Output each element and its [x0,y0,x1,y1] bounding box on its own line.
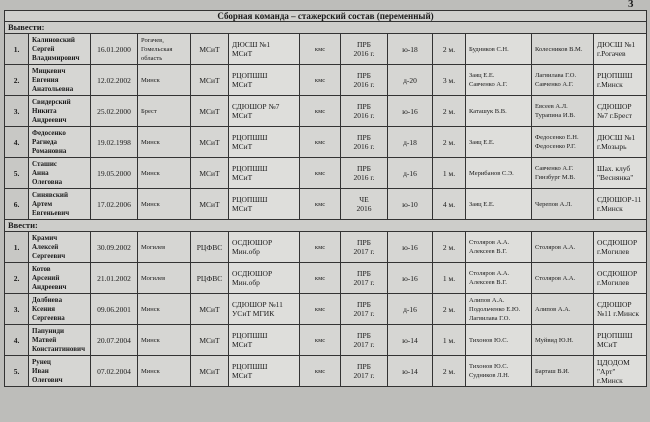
cell-num: 6. [5,189,29,220]
cell-dob: 20.07.2004 [91,325,138,356]
table-row [5,34,647,65]
cell-dob: 21.01.2002 [91,263,138,294]
cell-school: ДЮСШ №1 МСиТ [229,34,300,65]
cell-coach2: Муйвид Ю.Н. [532,325,594,356]
cell-dob: 07.02.2004 [91,356,138,387]
cell-place: 1 м. [433,263,466,294]
cell-rank: кмс [300,34,341,65]
table-row [5,356,647,387]
cell-school: РЦОПШШ МСиТ [229,127,300,158]
cell-num: 4. [5,127,29,158]
cell-name: Рунец Иван Олегович [29,356,91,387]
cell-coach2: Евсеев А.Л. Турапина И.В. [532,96,594,127]
section-label: Вывести: [5,22,647,34]
cell-dob: 19.05.2000 [91,158,138,189]
table-row [5,294,647,325]
cell-org: РЦФВС [191,263,229,294]
cell-coach1: Будников С.Н. [466,34,532,65]
cell-school: ОСДЮШОР Мин.обр [229,263,300,294]
cell-coach2: Колесников В.М. [532,34,594,65]
cell-name: Мицкевич Евгения Анатольевна [29,65,91,96]
cell-org: МСиТ [191,158,229,189]
cell-name: Калиновский Сергей Владимирович [29,34,91,65]
cell-dob: 12.02.2002 [91,65,138,96]
cell-city: Минск [138,127,191,158]
cell-event: ПРБ 2017 г. [341,263,388,294]
cell-num: 1. [5,34,29,65]
cell-city: Минск [138,189,191,220]
cell-rank: кмс [300,232,341,263]
table-row [5,189,647,220]
cell-group: ю-16 [388,96,433,127]
cell-name: Свидерский Никита Андреевич [29,96,91,127]
cell-place: 2 м. [433,232,466,263]
cell-dob: 25.02.2000 [91,96,138,127]
cell-coach2: Черепов А.Л. [532,189,594,220]
cell-name: Котов Арсений Андреевич [29,263,91,294]
cell-dob: 16.01.2000 [91,34,138,65]
table-row [5,158,647,189]
cell-group: д-20 [388,65,433,96]
cell-num: 5. [5,356,29,387]
cell-num: 3. [5,294,29,325]
cell-group: ю-16 [388,232,433,263]
cell-event: ПРБ 2016 г. [341,127,388,158]
cell-coach2: Барташ В.И. [532,356,594,387]
cell-event: ПРБ 2016 г. [341,65,388,96]
cell-coach1: Столяров А.А. Алексеев В.Г. [466,232,532,263]
cell-group: ю-14 [388,325,433,356]
cell-school: ОСДЮШОР Мин.обр [229,232,300,263]
cell-school2: РЦОПШШ МСиТ [594,325,647,356]
cell-org: РЦФВС [191,232,229,263]
cell-school2: ДЮСШ №1 г.Мозырь [594,127,647,158]
cell-num: 2. [5,263,29,294]
cell-city: Минск [138,294,191,325]
cell-coach2: Лагвилава Г.О. Савченко А.Г. [532,65,594,96]
table-row [5,65,647,96]
cell-school2: СДЮШОР №11 г.Минск [594,294,647,325]
cell-group: ю-14 [388,356,433,387]
cell-rank: кмс [300,127,341,158]
cell-coach2: Столяров А.А. [532,232,594,263]
cell-school: РЦОПШШ МСиТ [229,65,300,96]
cell-school: СДЮШОР №7 МСиТ [229,96,300,127]
table-title: Сборная команда – стажерский состав (переменный) [5,11,647,22]
cell-school2: ЦДОДОМ "Арт" г.Минск [594,356,647,387]
cell-rank: кмс [300,96,341,127]
cell-group: ю-16 [388,263,433,294]
cell-city: Минск [138,158,191,189]
cell-city: Могилев [138,232,191,263]
section-label: Ввести: [5,220,647,232]
cell-event: ПРБ 2016 г. [341,158,388,189]
cell-org: МСиТ [191,96,229,127]
cell-coach1: Заяц Е.Е. [466,189,532,220]
cell-rank: кмс [300,294,341,325]
cell-num: 2. [5,65,29,96]
cell-rank: кмс [300,356,341,387]
cell-rank: кмс [300,189,341,220]
cell-org: МСиТ [191,34,229,65]
cell-place: 2 м. [433,294,466,325]
cell-school2: СДЮШОР-11 г.Минск [594,189,647,220]
cell-event: ПРБ 2017 г. [341,325,388,356]
table-row [5,232,647,263]
cell-coach1: Каташук В.В. [466,96,532,127]
cell-group: д-16 [388,158,433,189]
cell-event: ПРБ 2017 г. [341,356,388,387]
cell-city: Минск [138,65,191,96]
cell-coach1: Столяров А.А. Алексеев В.Г. [466,263,532,294]
cell-coach1: Заяц Е.Е. Савченко А.Г. [466,65,532,96]
cell-place: 1 м. [433,158,466,189]
cell-rank: кмс [300,325,341,356]
cell-num: 3. [5,96,29,127]
team-roster-table [4,10,647,387]
cell-group: д-18 [388,127,433,158]
cell-org: МСиТ [191,65,229,96]
cell-event: ПРБ 2016 г. [341,96,388,127]
cell-event: ПРБ 2017 г. [341,232,388,263]
cell-coach2: Алипов А.А. [532,294,594,325]
cell-school: РЦОПШШ МСиТ [229,356,300,387]
cell-coach1: Мерибанов С.Э. [466,158,532,189]
cell-dob: 17.02.2006 [91,189,138,220]
cell-city: Рогачев, Гомельская область [138,34,191,65]
cell-coach2: Столяров А.А. [532,263,594,294]
cell-city: Минск [138,356,191,387]
cell-city: Могилев [138,263,191,294]
cell-place: 4 м. [433,189,466,220]
cell-org: МСиТ [191,356,229,387]
section-header [5,220,647,232]
cell-school2: СДЮШОР №7 г.Брест [594,96,647,127]
table-row [5,325,647,356]
cell-school: СДЮШОР №11 УСиТ МГИК [229,294,300,325]
cell-city: Брест [138,96,191,127]
cell-rank: кмс [300,158,341,189]
cell-event: ПРБ 2017 г. [341,294,388,325]
cell-dob: 09.06.2001 [91,294,138,325]
cell-coach2: Федосенко Е.Н. Федосенко Р.Г. [532,127,594,158]
page-number: 3 [628,0,634,10]
cell-school2: Шах. клуб "Веснянка" [594,158,647,189]
cell-coach1: Тихонов Ю.С. Судников Л.Н. [466,356,532,387]
cell-school: РЦОПШШ МСиТ [229,189,300,220]
cell-coach1: Алипов А.А. Подольченко Е.Ю. Лагвилава Г.О. [466,294,532,325]
table-row [5,127,647,158]
cell-school2: ДЮСШ №1 г.Рогачев [594,34,647,65]
cell-dob: 19.02.1998 [91,127,138,158]
cell-coach1: Тихонов Ю.С. [466,325,532,356]
cell-place: 3 м. [433,65,466,96]
cell-name: Папуниди Матвей Константинович [29,325,91,356]
cell-dob: 30.09.2002 [91,232,138,263]
cell-group: ю-18 [388,34,433,65]
cell-place: 2 м. [433,34,466,65]
cell-city: Минск [138,325,191,356]
cell-org: МСиТ [191,325,229,356]
cell-group: ю-10 [388,189,433,220]
cell-place: 2 м. [433,96,466,127]
cell-num: 1. [5,232,29,263]
cell-place: 2 м. [433,356,466,387]
cell-coach1: Заяц Е.Е. [466,127,532,158]
cell-event: ЧЕ 2016 [341,189,388,220]
cell-group: д-16 [388,294,433,325]
cell-rank: кмс [300,65,341,96]
table-row [5,263,647,294]
cell-school2: РЦОПШШ г.Минск [594,65,647,96]
cell-num: 5. [5,158,29,189]
cell-school: РЦОПШШ МСиТ [229,158,300,189]
cell-name: Сташис Анна Олеговна [29,158,91,189]
table-row [5,96,647,127]
cell-place: 1 м. [433,325,466,356]
cell-school2: ОСДЮШОР г.Могилев [594,232,647,263]
cell-school2: ОСДЮШОР г.Могилев [594,263,647,294]
cell-name: Крамич Алексей Сергеевич [29,232,91,263]
cell-num: 4. [5,325,29,356]
cell-coach2: Савченко А.Г. Гинзбург М.В. [532,158,594,189]
cell-place: 2 м. [433,127,466,158]
cell-org: МСиТ [191,294,229,325]
cell-rank: кмс [300,263,341,294]
cell-org: МСиТ [191,189,229,220]
cell-name: Синявский Артем Евгеньевич [29,189,91,220]
cell-name: Федосенко Рагнеда Романовна [29,127,91,158]
cell-school: РЦОПШШ МСиТ [229,325,300,356]
cell-name: Долбиева Ксения Сергеевна [29,294,91,325]
section-header [5,22,647,34]
cell-event: ПРБ 2016 г. [341,34,388,65]
cell-org: МСиТ [191,127,229,158]
